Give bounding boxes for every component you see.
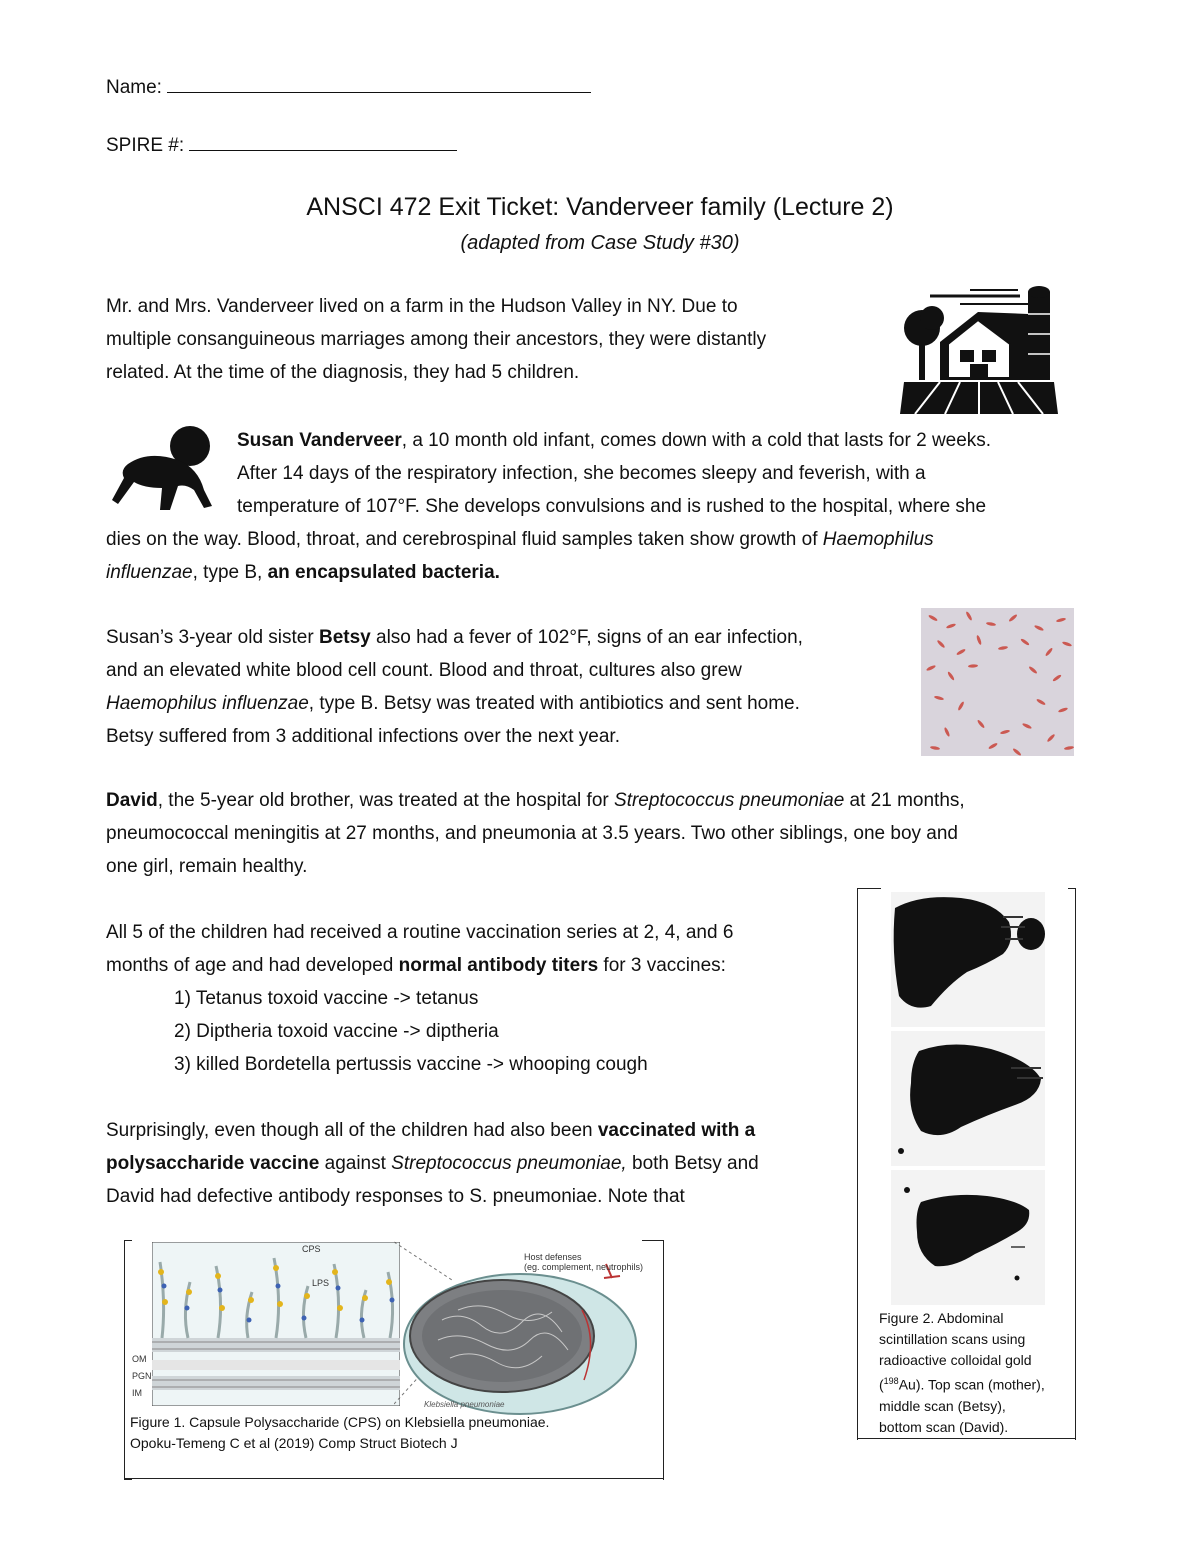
susan-name: Susan Vanderveer [237,430,402,451]
caption-text: ( [879,1376,884,1393]
name-label: Name: [106,77,162,98]
surprise-line [106,1114,759,1147]
label-im: IM [132,1388,142,1398]
vaccines-bold: normal antibody titers [398,955,599,976]
figure2-caption [879,1308,1045,1438]
susan-text: dies on the way. Blood, throat, and cerebrospinal fluid samples taken show growth of [106,529,823,550]
susan-paragraph-bottom [106,523,934,589]
bacterial-cell-diagram [402,1270,638,1416]
vaccines-line: All 5 of the children had received a routine vaccination series at 2, 4, and 6 [106,922,734,943]
figure2-frame-bottom [857,1438,1076,1439]
label-om: OM [132,1354,147,1364]
intro-line: multiple consanguineous marriages among their ancestors, they were distantly [106,329,767,350]
surprise-italic: Streptococcus pneumoniae, [391,1153,627,1174]
figure2-caption-line [879,1371,1045,1396]
figure1-frame-right [642,1240,664,1480]
david-text: at 21 months, [844,790,965,811]
figure2-frame-right [1068,888,1076,1440]
vaccines-text: for 3 vaccines: [598,955,726,976]
figure1-frame-bottom [124,1478,664,1479]
susan-line [106,523,934,556]
crawling-baby-icon [108,424,228,514]
betsy-text: also had a fever of 102°F, signs of an ear infection, [370,627,803,648]
betsy-line: Betsy suffered from 3 additional infections over the next year. [106,726,620,747]
david-line [106,784,965,817]
gold-isotope-superscript: 198 [883,1376,899,1386]
spire-label: SPIRE #: [106,135,185,156]
vaccine-item: 3) killed Bordetella pertussis vaccine -> whooping cough [174,1054,648,1075]
vaccine-item: 2) Diptheria toxoid vaccine -> diptheria [174,1021,499,1042]
vaccines-line [106,949,733,982]
surprise-text: Surprisingly, even though all of the children had also been [106,1120,598,1141]
scan-mother [891,892,1045,1027]
name-field [106,75,591,99]
david-line: pneumococcal meningitis at 27 months, and pneumonia at 3.5 years. Two other siblings, one boy and [106,823,959,844]
susan-line [106,556,934,589]
david-name: David [106,790,158,811]
label-host-defenses-examples: (eg. complement, neutrophils) [524,1262,644,1272]
bacteria-micrograph [921,608,1074,756]
betsy-line: and an elevated white blood cell count. Blood and throat, cultures also grew [106,660,742,681]
david-italic: Streptococcus pneumoniae [614,790,845,811]
scan-david [891,1170,1045,1305]
figure2-box [857,888,1076,1440]
page-subtitle: (adapted from Case Study #30) [460,232,740,254]
farm-icon [900,284,1058,414]
vaccines-text: months of age and had developed [106,955,399,976]
membrane-diagram [152,1242,400,1406]
figure1-box [124,1240,664,1480]
intro-paragraph [106,290,766,389]
betsy-text: Susan’s 3-year old sister [106,627,319,648]
susan-bold: an encapsulated bacteria. [267,562,500,583]
david-paragraph [106,784,965,883]
host-defense-label [524,1252,643,1272]
betsy-paragraph [106,621,803,753]
label-cps: CPS [302,1244,321,1254]
susan-line: temperature of 107°F. She develops convulsions and is rushed to the hospital, where she [237,496,987,517]
surprise-line [106,1147,759,1180]
label-kp: Klebsiella pneumoniae [424,1400,505,1409]
figure1-caption [130,1412,549,1454]
figure2-caption-line: Figure 2. Abdominal [879,1310,1004,1326]
susan-paragraph-top [237,424,991,523]
surprise-bold: polysaccharide vaccine [106,1153,320,1174]
figure1-caption-line: Figure 1. Capsule Polysaccharide (CPS) on Klebsiella pneumoniae. [130,1414,550,1430]
label-pgn: PGN [132,1371,152,1381]
betsy-line [106,621,803,654]
figure2-frame-left [857,888,881,1440]
susan-text: , a 10 month old infant, comes down with a cold that lasts for 2 weeks. [401,430,992,451]
figure2-caption-line: scintillation scans using [879,1331,1026,1347]
figure2-caption-line: middle scan (Betsy), [879,1397,1006,1414]
vaccine-list [106,982,733,1081]
figure2-caption-line: radioactive colloidal gold [879,1352,1032,1368]
susan-line: After 14 days of the respiratory infection, she becomes sleepy and feverish, with a [237,463,926,484]
spire-blank[interactable] [189,133,457,151]
membrane-layer-labels [132,1354,152,1399]
label-lps: LPS [312,1278,330,1288]
surprise-text: both Betsy and [626,1153,759,1174]
spire-field [106,133,457,157]
figure1-caption-line: Opoku-Temeng C et al (2019) Comp Struct Biotech J [130,1435,458,1451]
surprise-paragraph [106,1114,759,1213]
surprise-text: against [319,1153,392,1174]
page-title: ANSCI 472 Exit Ticket: Vanderveer family (Lecture 2) [306,193,894,221]
susan-italic: Haemophilus [822,529,934,550]
susan-text: , type B, [192,562,268,583]
betsy-line [106,687,803,720]
betsy-name: Betsy [318,627,371,648]
caption-text: Au). Top scan (mother), [898,1376,1045,1393]
david-text: , the 5-year old brother, was treated at the hospital for [157,790,615,811]
label-host-defenses: Host defenses [524,1252,582,1262]
vaccines-paragraph [106,916,733,1081]
david-line: one girl, remain healthy. [106,856,308,877]
scan-betsy [891,1031,1045,1166]
susan-line [237,424,991,457]
betsy-text: , type B. Betsy was treated with antibiotics and sent home. [308,693,800,714]
susan-italic: influenzae [106,562,193,583]
surprise-bold: vaccinated with a [597,1120,756,1141]
intro-line: Mr. and Mrs. Vanderveer lived on a farm in the Hudson Valley in NY. Due to [106,296,738,317]
intro-line: related. At the time of the diagnosis, they had 5 children. [106,362,580,383]
name-blank[interactable] [167,75,591,93]
figure2-caption-line: bottom scan (David). [879,1418,1009,1435]
vaccine-item: 1) Tetanus toxoid vaccine -> tetanus [174,988,479,1009]
betsy-italic: Haemophilus influenzae [106,693,309,714]
surprise-line: David had defective antibody responses to S. pneumoniae. Note that [106,1186,685,1207]
